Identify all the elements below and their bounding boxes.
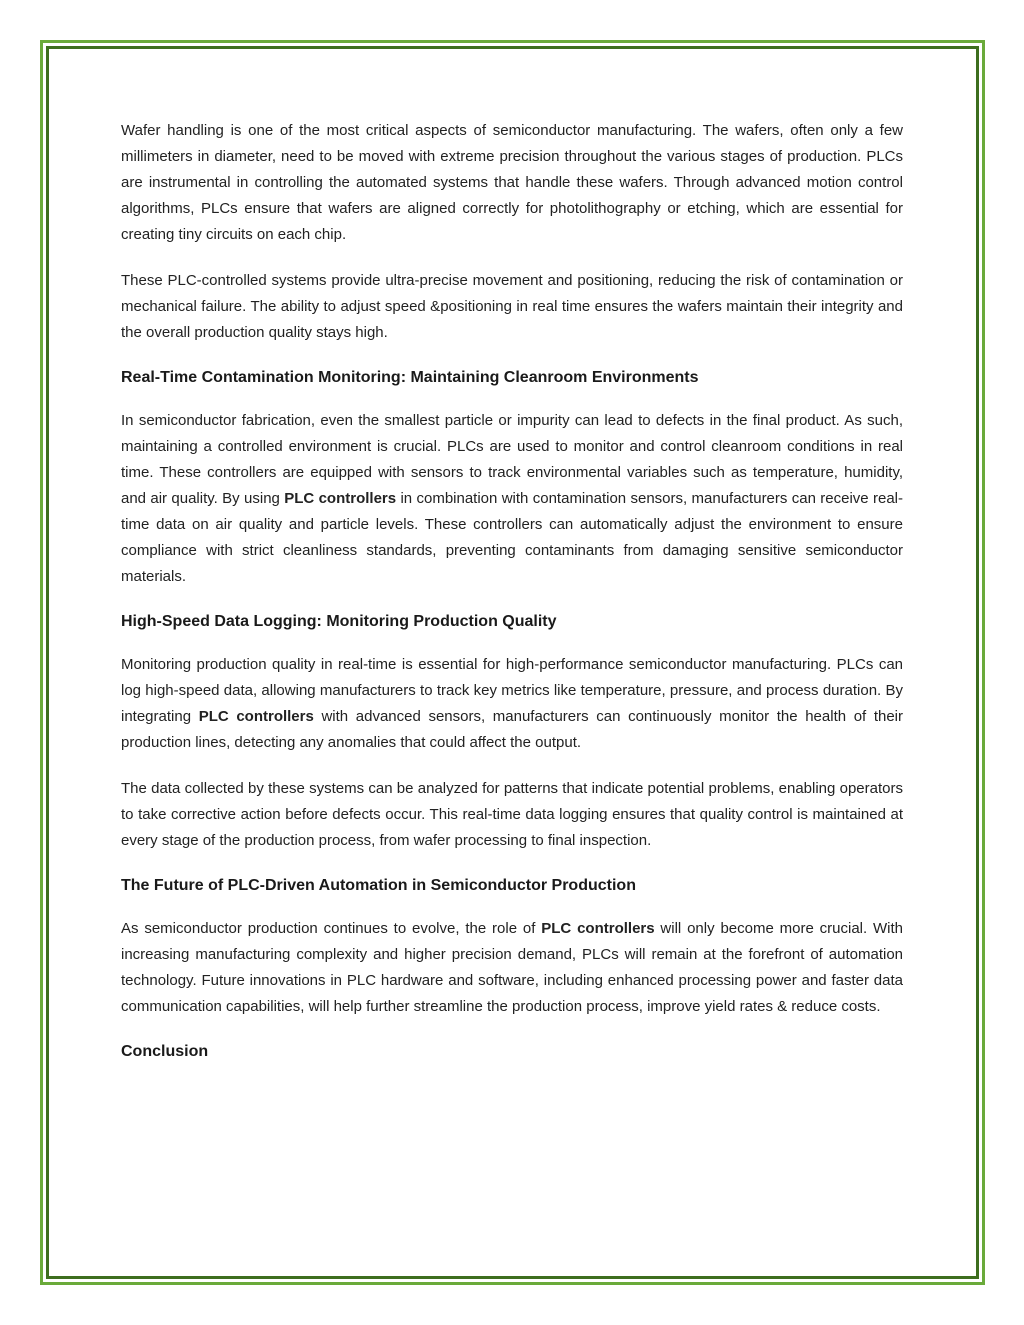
keyword-plc-controllers: PLC controllers	[284, 490, 397, 507]
paragraph-data-logging	[121, 652, 903, 756]
paragraph-plc-systems: These PLC-controlled systems provide ultra-precise movement and positioning, reducing the risk of contamination or mechanical failure. The ability to adjust speed &positioning in real time ensures the wafers maintain their integrity and the overall production quality stays high.	[121, 272, 903, 341]
heading-future-automation: The Future of PLC-Driven Automation in Semiconductor Production	[121, 877, 636, 894]
paragraph-text: with advanced sensors, manufacturers can continuously monitor the health of their production lines, detecting any anomalies that could affect the output.	[121, 708, 904, 751]
paragraph-contamination	[121, 408, 903, 590]
heading-conclusion: Conclusion	[121, 1043, 209, 1060]
paragraph-text: Monitoring production quality in real-time is essential for high-performance semiconductor manufacturing. PLCs can log high-speed data, allowing manufacturers to track key metrics like temperature, pressure, and process duration. By integrating	[121, 656, 903, 725]
paragraph-wafer-handling: Wafer handling is one of the most critical aspects of semiconductor manufacturing. The wafers, often only a few millimeters in diameter, need to be moved with extreme precision throughout the various stages of production. PLCs are instrumental in controlling the automated systems that handle these wafers. Through advanced motion control algorithms, PLCs ensure that wafers are aligned correctly for photolithography or etching, which are essential for creating tiny circuits on each chip.	[121, 122, 903, 243]
paragraph-text: in combination with contamination sensors, manufacturers can receive real-time data on air quality and particle levels. These controllers can automatically adjust the environment to ensure compliance with strict cleanliness standards, preventing contaminants from damaging sensitive semiconductor materials.	[121, 490, 903, 585]
heading-contamination-monitoring: Real-Time Contamination Monitoring: Maintaining Cleanroom Environments	[121, 369, 699, 386]
keyword-plc-controllers: PLC controllers	[198, 708, 314, 725]
paragraph-text: will only become more crucial. With increasing manufacturing complexity and higher precision demand, PLCs will remain at the forefront of automation technology. Future innovations in PLC hardware and software, including enhanced processing power and faster data communication capabilities, will help further streamline the production process, improve yield rates & reduce costs.	[121, 920, 903, 1015]
paragraph-text: In semiconductor fabrication, even the smallest particle or impurity can lead to defects in the final product. As such, maintaining a controlled environment is crucial. PLCs are used to monitor and control cleanroom conditions in real time. These controllers are equipped with sensors to track environmental variables such as temperature, humidity, and air quality. By using	[121, 412, 903, 507]
paragraph-data-analysis: The data collected by these systems can be analyzed for patterns that indicate potential problems, enabling operators to take corrective action before defects occur. This real-time data logging ensures that quality control is maintained at every stage of the production process, from wafer processing to final inspection.	[121, 780, 903, 849]
document-body	[121, 118, 903, 1082]
paragraph-text: As semiconductor production continues to evolve, the role of	[121, 920, 542, 937]
paragraph-future	[121, 916, 903, 1020]
heading-data-logging: High-Speed Data Logging: Monitoring Production Quality	[121, 613, 557, 630]
keyword-plc-controllers: PLC controllers	[541, 920, 655, 937]
